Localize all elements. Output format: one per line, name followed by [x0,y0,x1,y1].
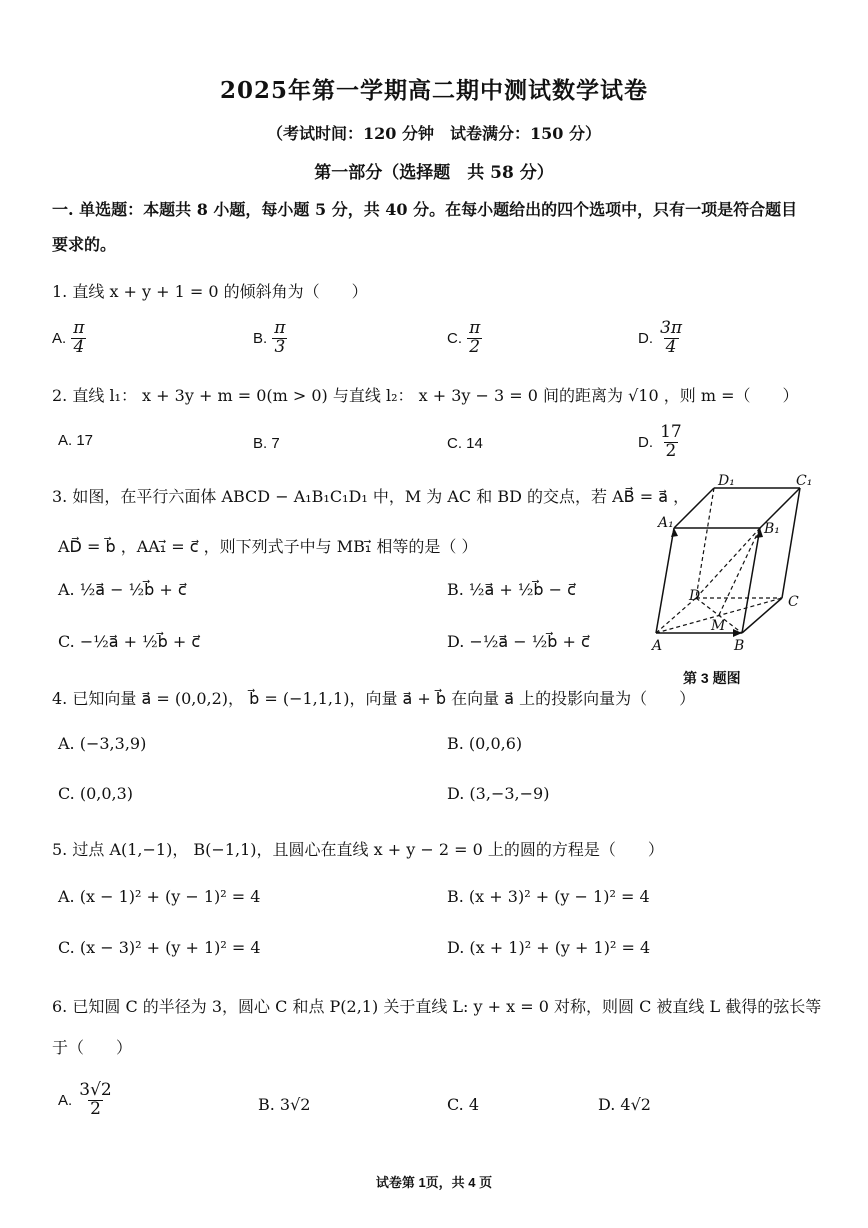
edge-aa1 [656,528,674,633]
edge-bc [742,598,782,633]
q2-option-a[interactable]: A. 17 [58,432,94,449]
edge-bb1 [742,528,760,633]
q4-option-d[interactable]: D. (3,−3,−9) [447,784,550,803]
label-d1: D₁ [718,473,735,489]
label-a1: A₁ [658,515,674,531]
q3-option-d[interactable]: D. −½a⃗ − ½b⃗ + c⃗ [447,632,590,651]
section-heading-cont: 要求的。 [52,235,117,254]
q1-option-a[interactable]: A. $\frac{\pi}{4}$ [52,318,85,357]
label-a: A [652,638,663,654]
q3-option-b[interactable]: B. ½a⃗ + ½b⃗ − c⃗ [447,580,576,599]
q4-option-b[interactable]: B. (0,0,6) [447,734,523,753]
q1-option-b[interactable]: B. $\frac{\pi}{3}$ [253,318,286,357]
q5-stem: 5. 过点 A(1,−1)， B(−1,1)，且圆心在直线 x + y − 2 = 0 上的圆的方程是（ ） [52,840,664,859]
label-m: M [711,618,726,634]
q2-stem: 2. 直线 l₁： x + 3y + m = 0(m > 0) 与直线 l₂： x + 3y − 3 = 0 间的距离为 √10 ，则 m =（ ） [52,386,799,405]
vec-mb1 [719,528,760,615]
label-c: C [788,594,799,610]
label-b: B [734,638,745,654]
q2-option-d[interactable]: D. $\frac{17}{2}$ [638,422,682,461]
q5-option-a[interactable]: A. (x − 1)² + (y − 1)² = 4 [58,887,261,906]
q5-option-d[interactable]: D. (x + 1)² + (y + 1)² = 4 [447,938,651,957]
q2-option-b[interactable]: B. 7 [253,435,280,452]
parallelepiped-figure [648,470,823,660]
q3-stem-line1: 3. 如图，在平行六面体 ABCD − A₁B₁C₁D₁ 中，M 为 AC 和 BD 的交点，若 AB⃗ = a⃗ ， [52,487,690,506]
q1-option-d[interactable]: D. $\frac{3\pi}{4}$ [638,318,683,357]
section-heading: 一. 单选题：本题共 8 小题，每小题 5 分，共 40 分。在每小题给出的四个选项中，只有一项是符合题目 [52,200,798,219]
q6-stem-line1: 6. 已知圆 C 的半径为 3，圆心 C 和点 P(2,1) 关于直线 L: y + x = 0 对称，则圆 C 被直线 L 截得的弦长等 [52,997,822,1016]
label-d: D [689,588,701,604]
edge-cc1 [782,488,800,598]
q5-option-c[interactable]: C. (x − 3)² + (y + 1)² = 4 [58,938,261,957]
q2-option-c[interactable]: C. 14 [447,435,483,452]
q4-stem: 4. 已知向量 a⃗ = (0,0,2)， b⃗ = (−1,1,1)，向量 a⃗ + b⃗ 在向量 a⃗ 上的投影向量为（ ） [52,689,696,708]
q6-option-d[interactable]: D. 4√2 [598,1095,651,1114]
q6-option-a[interactable]: A. $\frac{3√2}{2}$ [58,1080,112,1119]
page-footer: 试卷第 1页，共 4 页 [375,1175,493,1190]
q3-option-a[interactable]: A. ½a⃗ − ½b⃗ + c⃗ [58,580,187,599]
q1-stem: 1. 直线 x + y + 1 = 0 的倾斜角为（ ） [52,282,368,301]
label-b1: B₁ [764,521,780,537]
q3-option-c[interactable]: C. −½a⃗ + ½b⃗ + c⃗ [58,632,201,651]
figure-caption: 第 3 题图 [683,670,741,686]
q4-option-c[interactable]: C. (0,0,3) [58,784,134,803]
exam-title: 2025年第一学期高二期中测试数学试卷 [219,77,648,104]
q6-option-b[interactable]: B. 3√2 [258,1095,311,1114]
q6-stem-line2: 于（ ） [52,1038,133,1057]
label-c1: C₁ [796,473,813,489]
edge-a1d1 [674,488,714,528]
q3-stem-line2: AD⃗ = b⃗ ，AA₁⃗ = c⃗ ，则下列式子中与 MB₁⃗ 相等的是（ ） [58,537,478,556]
exam-info: （考试时间：120 分钟 试卷满分：150 分） [267,124,601,143]
q6-option-c[interactable]: C. 4 [447,1095,480,1114]
q4-option-a[interactable]: A. (−3,3,9) [58,734,147,753]
part-title: 第一部分（选择题 共 58 分） [314,163,554,183]
arrow-mb1 [756,528,763,538]
q1-option-c[interactable]: C. $\frac{\pi}{2}$ [447,318,481,357]
q5-option-b[interactable]: B. (x + 3)² + (y − 1)² = 4 [447,887,650,906]
